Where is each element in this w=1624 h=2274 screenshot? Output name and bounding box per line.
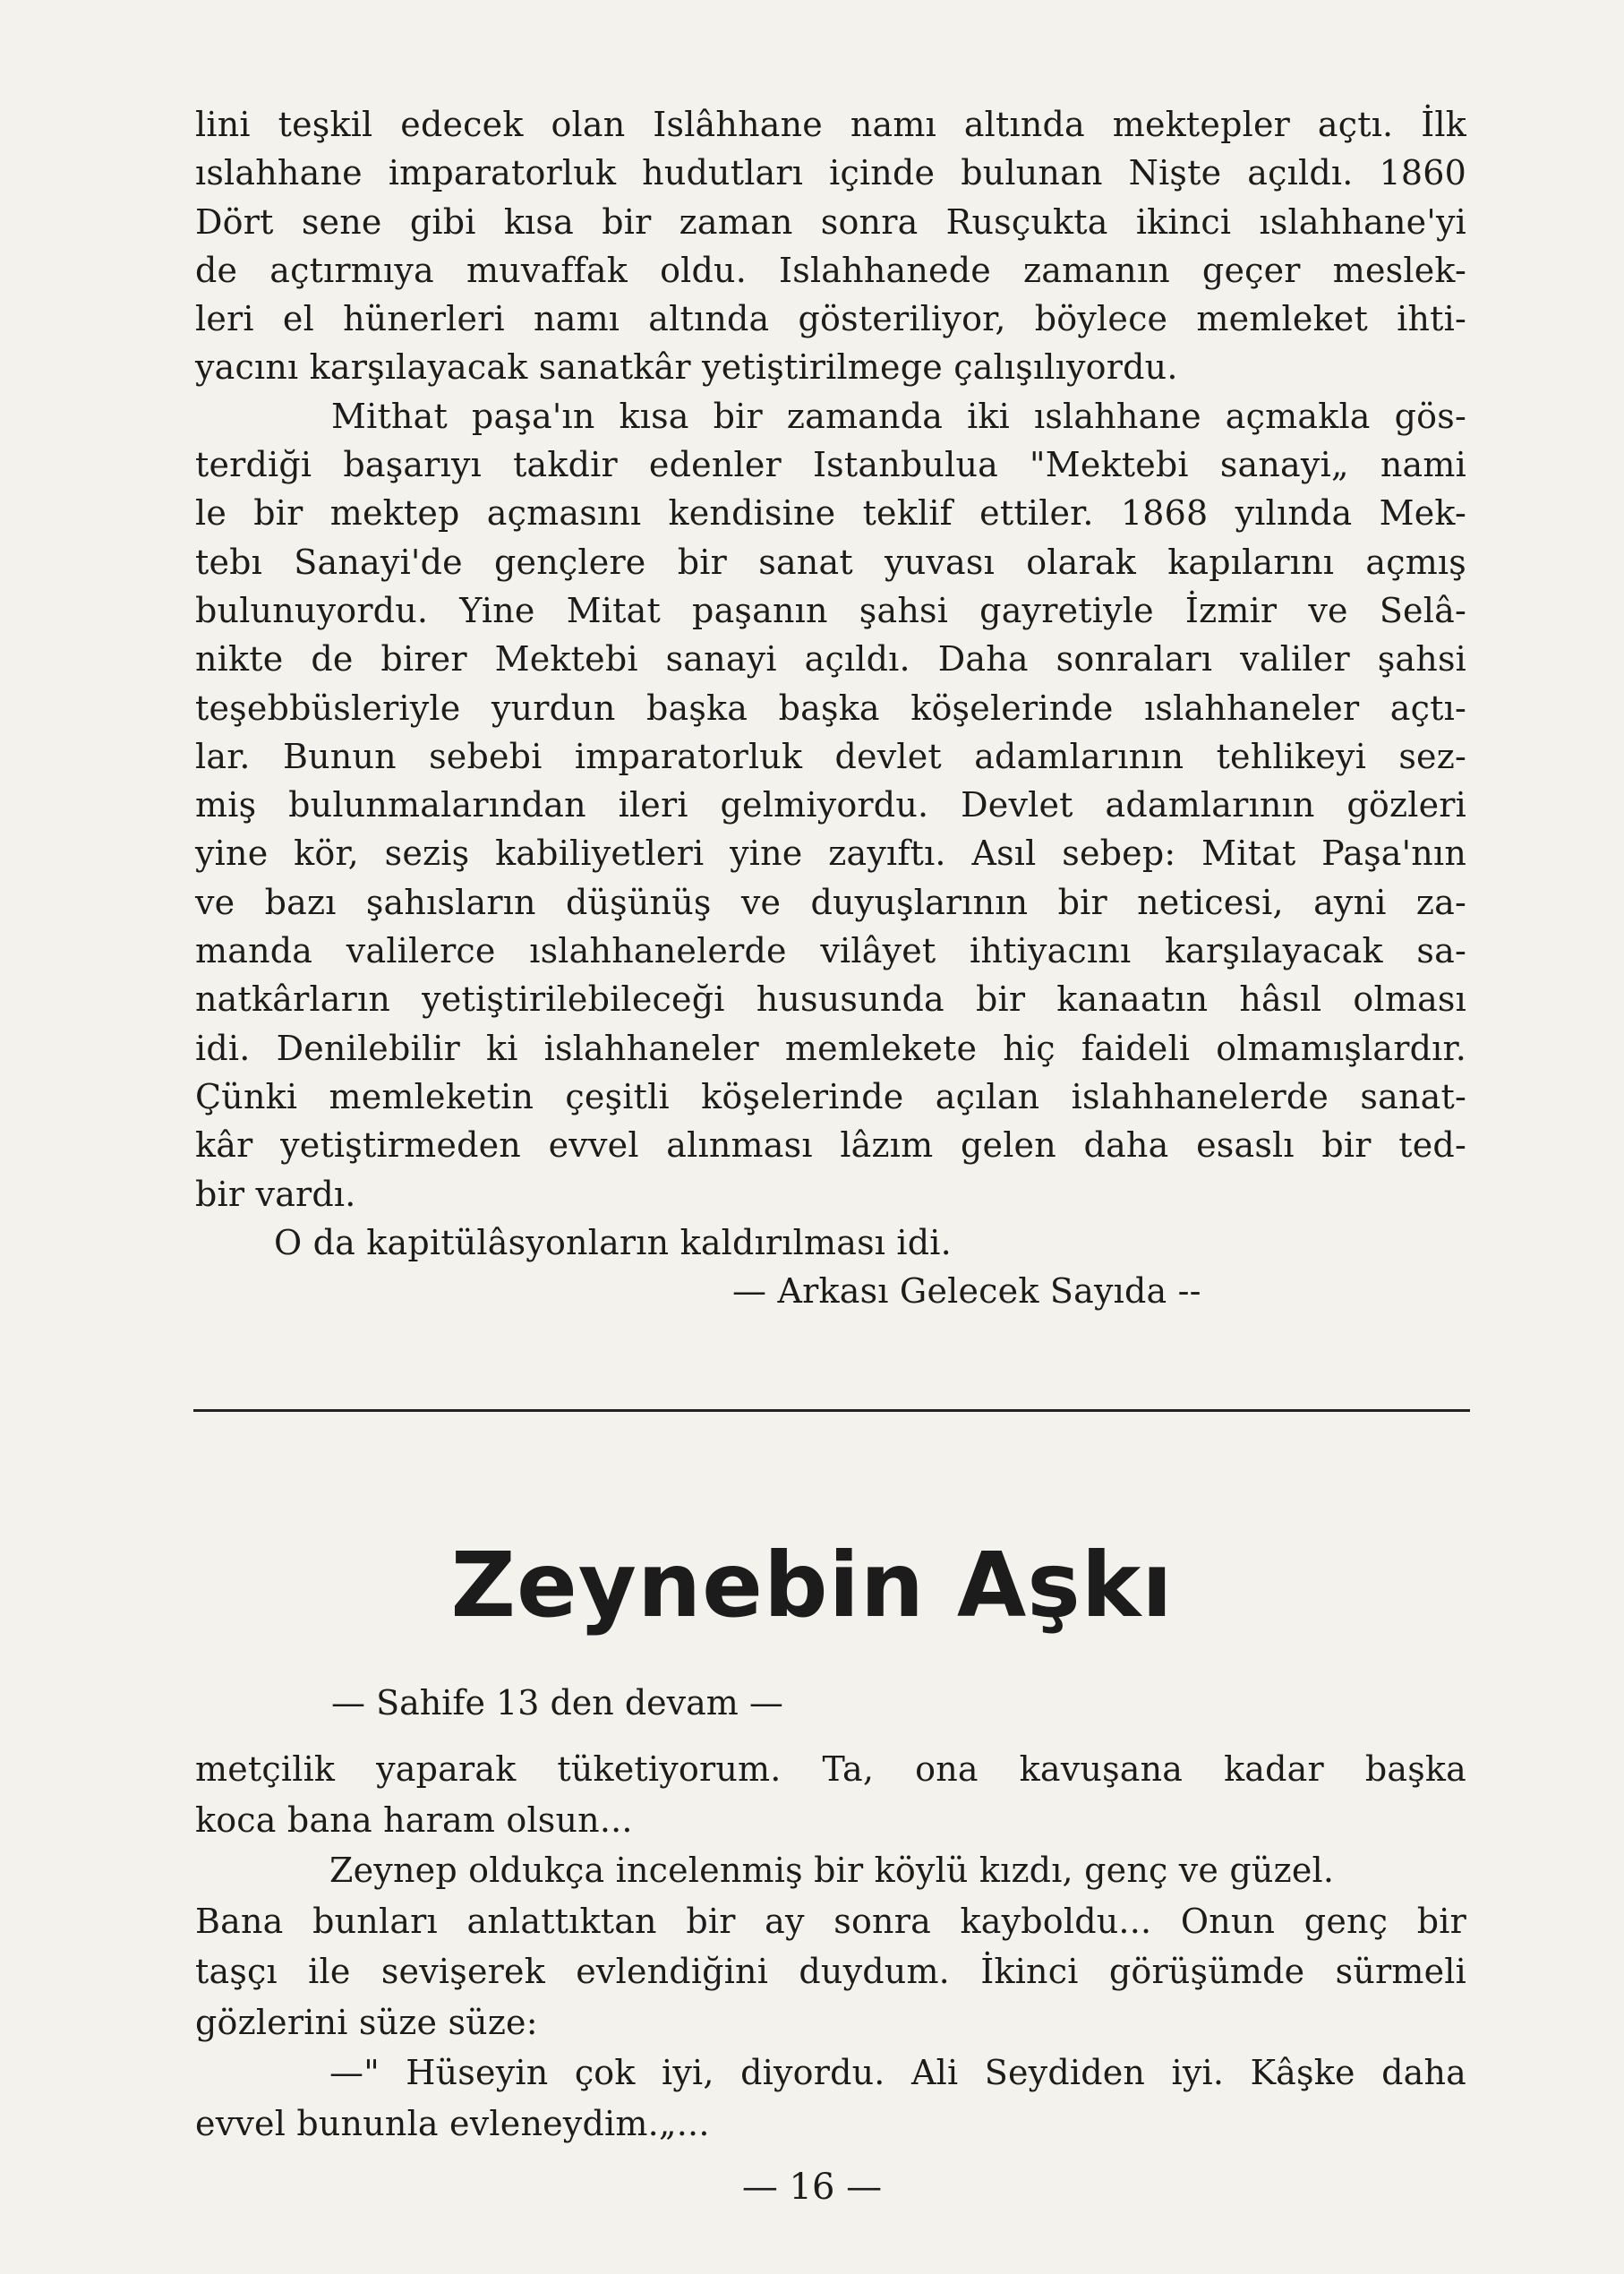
story-line: Zeynep oldukça incelenmiş bir köylü kızdı, genç ve güzel. (329, 1851, 1335, 1890)
article-line: kâr yetiştirmeden evvel alınması lâzım gelen daha esaslı bir ted- (195, 1125, 1466, 1166)
article-line: Çünki memleketin çeşitli köşelerinde açılan islahhanelerde sanat- (195, 1076, 1466, 1116)
story-title: Zeynebin Aşkı (450, 1533, 1174, 1637)
article-line: le bir mektep açmasını kendisine teklif ettiler. 1868 yılında Mek- (195, 493, 1466, 534)
article-line: lini teşkil edecek olan Islâhhane namı altında mektepler açtı. İlk (195, 105, 1466, 144)
article-line: teşebbüsleriyle yurdun başka başka köşelerinde ıslahhaneler açtı- (195, 688, 1466, 728)
article-line: leri el hünerleri namı altında gösteriliyor, böylece memleket ihti- (195, 299, 1466, 339)
article-line: lar. Bunun sebebi imparatorluk devlet adamlarının tehlikeyi sez- (195, 736, 1466, 776)
article-line: Dört sene gibi kısa bir zaman sonra Rusçukta ikinci ıslahhane'yi (195, 201, 1466, 242)
article-line: nikte de birer Mektebi sanayi açıldı. Daha sonraları valiler şahsi (195, 639, 1466, 680)
article-line: ve bazı şahısların düşünüş ve duyuşlarının bir neticesi, ayni za- (195, 882, 1466, 922)
story-line: Bana bunları anlattıktan bir ay sonra kayboldu... Onun genç bir (195, 1901, 1466, 1941)
article-line: idi. Denilebilir ki islahhaneler memlekete hiç faideli olmamışlardır. (195, 1028, 1466, 1068)
article-line: terdiği başarıyı takdir edenler Istanbulua "Mektebi sanayi„ nami (195, 445, 1466, 485)
story-line: taşçı ile sevişerek evlendiğini duydum. İkinci görüşümde sürmeli (195, 1952, 1466, 1991)
continued-next-issue: — Arkası Gelecek Sayıda -- (732, 1271, 1201, 1312)
article-line: de açtırmıya muvaffak oldu. Islahhanede zamanın geçer meslek- (195, 250, 1466, 290)
article-line: Mithat paşa'ın kısa bir zamanda iki ıslahhane açmakla gös- (331, 396, 1466, 436)
article-line: ıslahhane imparatorluk hudutları içinde bulunan Nişte açıldı. 1860 (195, 153, 1466, 193)
article-line: manda valilerce ıslahhanelerde vilâyet ihtiyacını karşılayacak sa- (195, 931, 1466, 971)
story-line: metçilik yaparak tüketiyorum. Ta, ona kavuşana kadar başka (195, 1749, 1466, 1789)
story-line: gözlerini süze süze: (195, 2002, 538, 2042)
story-body (195, 1744, 1466, 2149)
story-line: —" Hüseyin çok iyi, diyordu. Ali Seydiden iyi. Kâşke daha (329, 2053, 1466, 2092)
article-line: natkârların yetiştirilebileceği hususunda bir kanaatın hâsıl olması (195, 979, 1466, 1020)
article-line: yine kör, seziş kabiliyetleri yine zayıftı. Asıl sebep: Mitat Paşa'nın (195, 834, 1466, 874)
article-line: miş bulunmalarından ileri gelmiyordu. Devlet adamlarının gözleri (195, 785, 1466, 825)
page-number: — 16 — (741, 2167, 883, 2208)
article-body (195, 100, 1466, 1315)
continued-from-note: — Sahife 13 den devam — (331, 1683, 783, 1723)
article-line: bir vardı. (195, 1174, 356, 1214)
story-line: koca bana haram olsun... (195, 1800, 633, 1840)
article-line: tebı Sanayi'de gençlere bir sanat yuvası olarak kapılarını açmış (195, 542, 1466, 582)
article-closing-line: O da kapitülâsyonların kaldırılması idi. (274, 1222, 952, 1262)
article-line: bulunuyordu. Yine Mitat paşanın şahsi gayretiyle İzmir ve Selâ- (195, 590, 1466, 630)
article-line: yacını karşılayacak sanatkâr yetiştirilmege çalışılıyordu. (195, 347, 1178, 388)
section-divider (193, 1409, 1470, 1412)
story-line: evvel bununla evleneydim.„... (195, 2103, 710, 2143)
